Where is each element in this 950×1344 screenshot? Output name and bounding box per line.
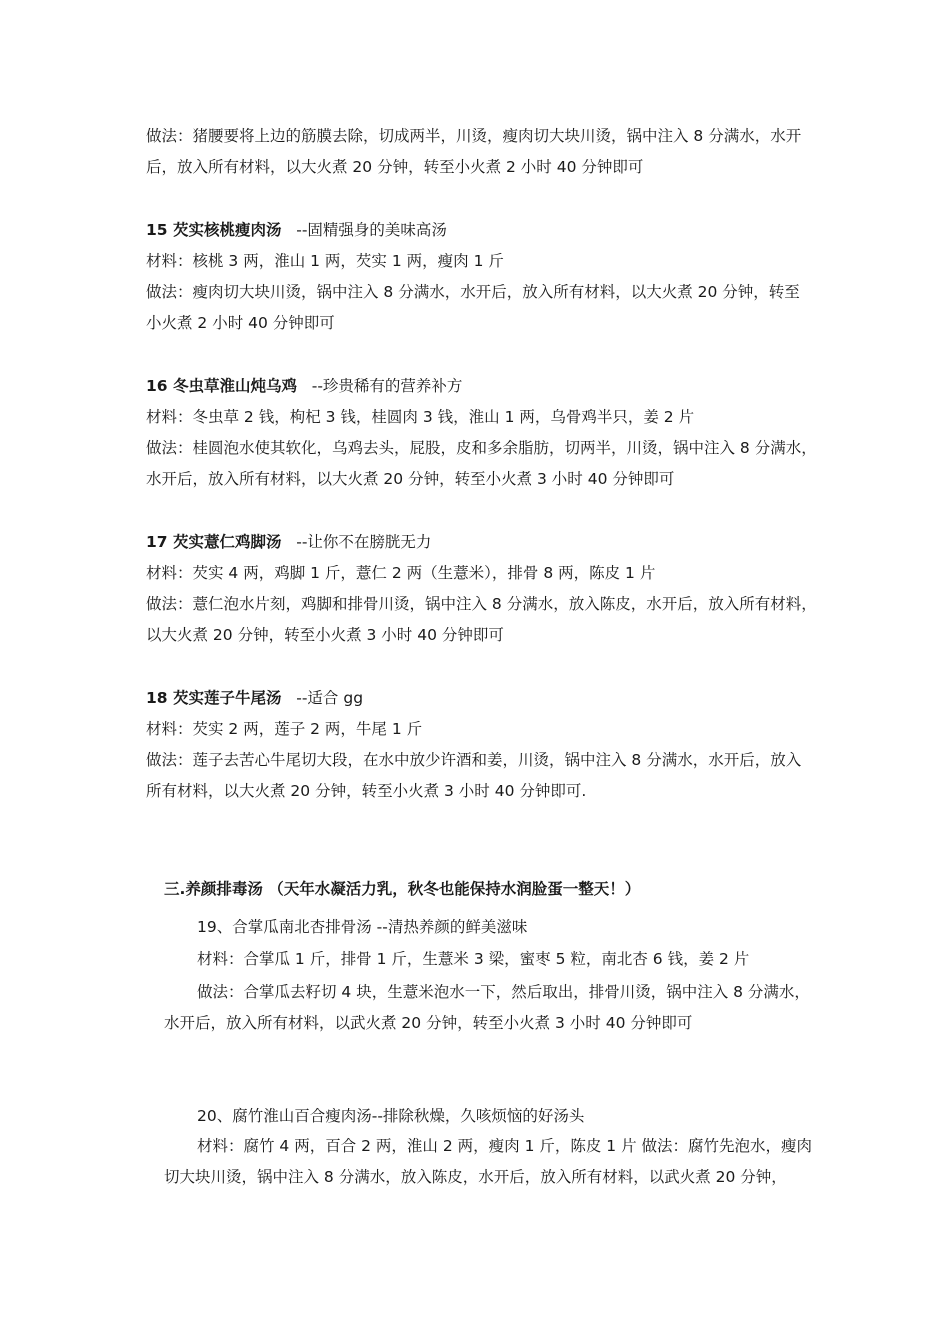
recipe-17-method-line-2: 以大火煮 20 分钟，转至小火煮 3 小时 40 分钟即可: [146, 626, 504, 644]
recipe-15-name: 15 芡实核桃瘦肉汤: [146, 221, 282, 239]
recipe-15-heading: [146, 220, 447, 240]
recipe-16-method-line-2: 水开后，放入所有材料，以大火煮 20 分钟，转至小火煮 3 小时 40 分钟即可: [146, 470, 675, 488]
recipe-20-title: 20、腐竹淮山百合瘦肉汤--排除秋燥，久咳烦恼的好汤头: [197, 1107, 585, 1125]
recipe-15-ingredients: 材料：核桃 3 两，淮山 1 两，芡实 1 两，瘦肉 1 斤: [146, 252, 504, 270]
recipe-19-ingredients: 材料：合掌瓜 1 斤，排骨 1 斤，生薏米 3 梁，蜜枣 5 粒，南北杏 6 钱，姜 2 片: [197, 950, 750, 968]
recipe-15-method-line-2: 小火煮 2 小时 40 分钟即可: [146, 314, 335, 332]
recipe-20-line-2: 切大块川烫，锅中注入 8 分满水，放入陈皮，水开后，放入所有材料，以武火煮 20 分钟，: [164, 1168, 787, 1186]
recipe-16-ingredients: 材料：冬虫草 2 钱，枸杞 3 钱，桂圆肉 3 钱，淮山 1 两，乌骨鸡半只，姜 2 片: [146, 408, 695, 426]
recipe-15-tagline: --固精强身的美味高汤: [296, 221, 447, 239]
intro-method-line-1: 做法：猪腰要将上边的筋膜去除，切成两半，川烫，瘦肉切大块川烫，锅中注入 8 分满水，水开: [146, 127, 802, 145]
recipe-16-heading: [146, 376, 462, 396]
recipe-20-line-1: 材料：腐竹 4 两，百合 2 两，淮山 2 两，瘦肉 1 斤，陈皮 1 片 做法：腐竹先泡水，瘦肉: [197, 1137, 813, 1155]
recipe-19-method-line-1: 做法：合掌瓜去籽切 4 块，生薏米泡水一下，然后取出，排骨川烫，锅中注入 8 分满水，: [197, 983, 810, 1001]
recipe-17-tagline: --让你不在膀胱无力: [296, 533, 432, 551]
recipe-19-method-line-2: 水开后，放入所有材料，以武火煮 20 分钟，转至小火煮 3 小时 40 分钟即可: [164, 1014, 693, 1032]
recipe-18-method-line-2: 所有材料，以大火煮 20 分钟，转至小火煮 3 小时 40 分钟即可.: [146, 782, 587, 800]
intro-method-line-2: 后，放入所有材料，以大火煮 20 分钟，转至小火煮 2 小时 40 分钟即可: [146, 158, 644, 176]
recipe-18-name: 18 芡实莲子牛尾汤: [146, 689, 282, 707]
recipe-16-tagline: --珍贵稀有的营养补方: [311, 377, 463, 395]
recipe-16-name: 16 冬虫草淮山炖乌鸡: [146, 377, 297, 395]
recipe-17-ingredients: 材料：芡实 4 两，鸡脚 1 斤，薏仁 2 两（生薏米），排骨 8 两，陈皮 1 片: [146, 564, 656, 582]
recipe-18-method-line-1: 做法：莲子去苦心牛尾切大段，在水中放少许酒和姜，川烫，锅中注入 8 分满水，水开后，放入: [146, 751, 802, 769]
recipe-18-heading: [146, 688, 363, 708]
recipe-18-tagline: --适合 gg: [296, 689, 364, 707]
recipe-19-title: 19、合掌瓜南北杏排骨汤 --清热养颜的鲜美滋味: [197, 918, 528, 936]
recipe-17-name: 17 芡实薏仁鸡脚汤: [146, 533, 282, 551]
recipe-17-heading: [146, 532, 431, 552]
recipe-16-method-line-1: 做法：桂圆泡水使其软化，乌鸡去头，屁股，皮和多余脂肪，切两半，川烫，锅中注入 8 分满水，: [146, 439, 817, 457]
recipe-18-ingredients: 材料：芡实 2 两，莲子 2 两，牛尾 1 斤: [146, 720, 423, 738]
recipe-15-method-line-1: 做法：瘦肉切大块川烫，锅中注入 8 分满水，水开后，放入所有材料，以大火煮 20 分钟，转至: [146, 283, 800, 301]
recipe-17-method-line-1: 做法：薏仁泡水片刻，鸡脚和排骨川烫，锅中注入 8 分满水，放入陈皮，水开后，放入所有材料，: [146, 595, 817, 613]
section-3-heading: 三.养颜排毒汤 （天年水凝活力乳，秋冬也能保持水润脸蛋一整天！）: [164, 880, 641, 898]
